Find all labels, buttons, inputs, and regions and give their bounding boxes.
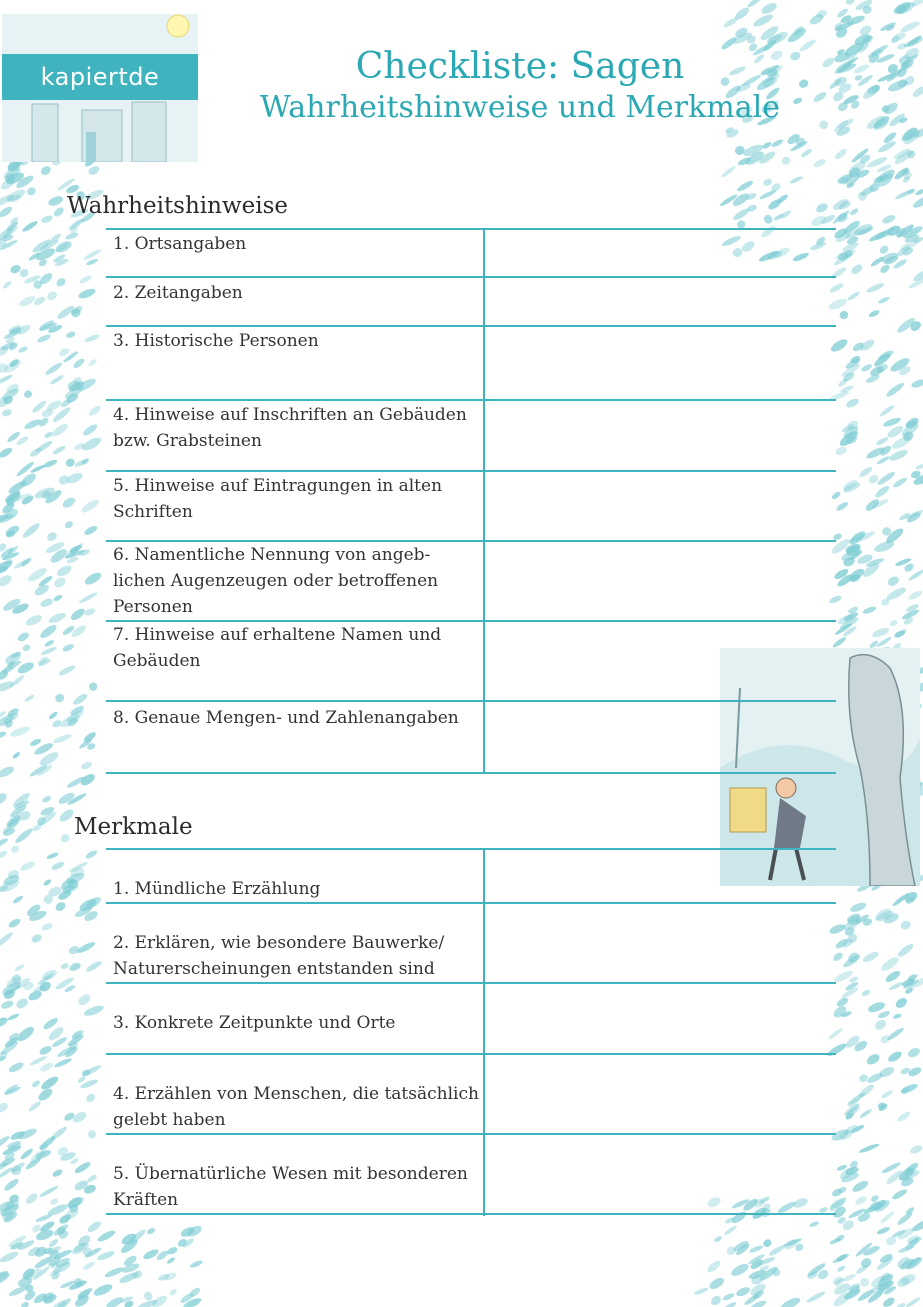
brush-stroke <box>876 1226 891 1236</box>
brush-stroke <box>70 623 88 639</box>
brush-stroke <box>33 295 47 307</box>
brush-stroke <box>43 878 53 887</box>
brush-stroke <box>85 1092 97 1103</box>
row-divider <box>106 772 836 774</box>
brush-stroke <box>0 730 7 739</box>
brush-stroke <box>858 1142 880 1154</box>
brush-stroke <box>76 992 92 1007</box>
brush-stroke <box>166 1246 179 1256</box>
brush-stroke <box>851 1179 870 1194</box>
brush-stroke <box>38 1185 59 1199</box>
brush-stroke <box>877 1010 891 1020</box>
brush-stroke <box>21 521 41 539</box>
row-label: 5. Hinweise auf Eintragungen in alten Schriften <box>113 476 443 522</box>
brush-stroke <box>44 639 55 648</box>
brush-stroke <box>897 1244 915 1255</box>
brush-stroke <box>19 860 36 873</box>
brush-stroke <box>65 457 76 468</box>
brush-stroke <box>0 999 15 1010</box>
brush-stroke <box>80 497 101 514</box>
brush-stroke <box>0 1250 20 1265</box>
brush-stroke <box>46 531 59 543</box>
table-row <box>106 1135 836 1213</box>
brush-stroke <box>746 0 764 9</box>
brush-stroke <box>51 719 62 729</box>
brush-stroke <box>878 244 890 255</box>
brush-stroke <box>873 1018 888 1032</box>
brush-stroke <box>59 832 71 844</box>
brush-stroke <box>833 147 848 161</box>
brush-stroke <box>850 263 864 276</box>
brush-stroke <box>69 607 87 623</box>
brush-stroke <box>52 732 73 745</box>
brush-stroke <box>810 214 828 228</box>
brush-stroke <box>54 692 66 704</box>
brush-stroke <box>60 962 70 970</box>
brush-stroke <box>30 933 43 944</box>
wahrheitshinweise-table <box>106 228 836 774</box>
brush-stroke <box>77 1075 87 1084</box>
brush-stroke <box>879 263 891 274</box>
brush-stroke <box>84 849 98 860</box>
brush-stroke <box>713 1235 723 1243</box>
brush-stroke <box>876 470 896 487</box>
brush-stroke <box>1 408 13 418</box>
brush-stroke <box>809 1220 820 1227</box>
brush-stroke <box>31 1079 41 1088</box>
brush-stroke <box>52 445 67 456</box>
brush-stroke <box>46 851 59 860</box>
brush-stroke <box>86 1173 98 1183</box>
row-label: 2. Zeitangaben <box>113 283 243 303</box>
brush-stroke <box>38 1044 53 1056</box>
brush-stroke <box>876 455 891 466</box>
brush-stroke <box>85 959 103 973</box>
brush-stroke <box>761 141 772 150</box>
brush-stroke <box>0 573 13 588</box>
brush-stroke <box>39 597 54 608</box>
brush-stroke <box>842 1273 857 1283</box>
logo-text: kapiertde <box>2 54 198 100</box>
brush-stroke <box>16 631 30 644</box>
brush-stroke <box>879 1210 895 1224</box>
brush-stroke <box>899 919 912 931</box>
brush-stroke <box>903 36 923 49</box>
brush-stroke <box>9 674 26 689</box>
brush-stroke <box>29 738 42 748</box>
brush-stroke <box>83 607 96 617</box>
brush-stroke <box>881 213 896 225</box>
brush-stroke <box>52 206 65 219</box>
table-row <box>106 702 836 772</box>
brush-stroke <box>806 1290 827 1304</box>
brush-stroke <box>862 950 881 964</box>
brush-stroke <box>849 207 859 216</box>
brush-stroke <box>12 751 21 760</box>
table-row <box>106 228 836 276</box>
brush-stroke <box>789 175 803 185</box>
brush-stroke <box>705 1259 722 1275</box>
brush-stroke <box>46 290 59 302</box>
brush-stroke <box>83 1004 105 1018</box>
brush-stroke <box>7 1061 24 1074</box>
brush-stroke <box>51 860 66 871</box>
brush-stroke <box>166 1256 176 1265</box>
brush-stroke <box>83 524 99 536</box>
brush-stroke <box>779 1295 802 1307</box>
brush-stroke <box>0 791 9 806</box>
brush-stroke <box>862 605 877 615</box>
brush-stroke <box>83 570 103 587</box>
brush-stroke <box>911 84 923 99</box>
brush-stroke <box>762 213 774 225</box>
brush-stroke <box>729 1262 750 1279</box>
brush-stroke <box>87 164 101 176</box>
brush-stroke <box>834 445 848 456</box>
brush-stroke <box>845 0 856 6</box>
brush-stroke <box>780 155 791 166</box>
brush-stroke <box>14 963 26 972</box>
brush-stroke <box>0 849 8 859</box>
brush-stroke <box>858 1073 869 1083</box>
brush-stroke <box>82 1260 96 1271</box>
brush-stroke <box>899 20 921 35</box>
brush-stroke <box>896 1210 914 1226</box>
brush-stroke <box>17 345 28 354</box>
table-row <box>106 984 836 1052</box>
brush-stroke <box>87 681 99 693</box>
brush-stroke <box>857 1082 875 1099</box>
brush-stroke <box>189 1259 204 1269</box>
brush-stroke <box>877 296 890 305</box>
brush-stroke <box>768 1243 787 1257</box>
brush-stroke <box>57 791 76 807</box>
brush-stroke <box>885 585 908 602</box>
brush-stroke <box>871 626 890 639</box>
brush-stroke <box>874 484 891 499</box>
brush-stroke <box>760 1 779 16</box>
brush-stroke <box>24 613 43 628</box>
brush-stroke <box>53 594 63 602</box>
brush-stroke <box>752 12 775 29</box>
brush-stroke <box>915 188 923 196</box>
brush-stroke <box>21 643 31 652</box>
brush-stroke <box>722 1292 735 1302</box>
brush-stroke <box>892 476 908 489</box>
page-subtitle: Wahrheitshinweise und Merkmale <box>260 90 780 125</box>
brush-stroke <box>49 374 65 386</box>
brush-stroke <box>48 711 59 721</box>
brush-stroke <box>41 922 54 932</box>
brush-stroke <box>68 961 82 972</box>
brush-stroke <box>87 358 97 367</box>
brush-stroke <box>771 138 785 148</box>
brush-stroke <box>732 206 752 222</box>
table-row <box>106 472 836 540</box>
brush-stroke <box>12 894 24 904</box>
brush-stroke <box>907 589 923 601</box>
brush-stroke <box>748 1244 763 1254</box>
row-label: 8. Genaue Mengen- und Zahlenangaben <box>113 708 459 728</box>
brush-stroke <box>64 520 74 530</box>
brush-stroke <box>693 1286 709 1296</box>
brush-stroke <box>875 436 889 447</box>
brush-stroke <box>146 1227 156 1236</box>
brush-stroke <box>84 333 101 343</box>
brush-stroke <box>909 1144 923 1155</box>
brush-stroke <box>884 969 902 984</box>
brush-stroke <box>51 1168 63 1178</box>
brush-stroke <box>895 1302 907 1307</box>
page-title: Checkliste: Sagen <box>355 46 685 87</box>
brush-stroke <box>168 1288 178 1297</box>
brush-stroke <box>104 1266 125 1280</box>
brush-stroke <box>836 1264 846 1273</box>
brush-stroke <box>896 1110 911 1123</box>
brush-stroke <box>38 623 58 641</box>
brush-stroke <box>72 357 86 370</box>
brush-stroke <box>81 422 98 437</box>
brush-stroke <box>24 1191 39 1205</box>
brush-stroke <box>50 422 70 439</box>
brush-stroke <box>880 1089 894 1100</box>
row-label: 6. Namentliche Nennung von angeb-lichen Augenzeugen oder betroffenen Personen <box>113 545 439 617</box>
brush-stroke <box>65 471 84 485</box>
brush-stroke <box>910 378 923 389</box>
brush-stroke <box>96 1228 117 1243</box>
brush-stroke <box>762 177 773 187</box>
brush-stroke <box>40 214 53 224</box>
brush-stroke <box>709 1294 723 1307</box>
brush-stroke <box>0 931 14 949</box>
brush-stroke <box>723 1224 738 1236</box>
table-row <box>106 401 836 469</box>
brush-stroke <box>40 646 57 657</box>
table-row <box>106 542 836 620</box>
brush-stroke <box>905 1296 921 1307</box>
brush-stroke <box>14 826 35 845</box>
brush-stroke <box>41 795 52 804</box>
brush-stroke <box>21 220 39 234</box>
brush-stroke <box>54 900 67 913</box>
brush-stroke <box>0 1016 9 1029</box>
brush-stroke <box>44 431 54 439</box>
brush-stroke <box>859 1108 873 1119</box>
brush-stroke <box>39 164 52 176</box>
section-heading-wahrheitshinweise: Wahrheitshinweise <box>67 193 289 219</box>
brush-stroke <box>77 287 96 300</box>
brush-stroke <box>876 636 893 649</box>
table-row <box>106 327 836 399</box>
brush-stroke <box>812 157 827 168</box>
table-row <box>106 1055 836 1133</box>
brush-stroke <box>57 807 75 824</box>
brush-stroke <box>838 310 849 321</box>
brush-stroke <box>854 1195 868 1207</box>
brush-stroke <box>53 1057 72 1069</box>
brush-stroke <box>27 1100 42 1113</box>
brush-stroke <box>78 591 98 605</box>
row-label: 7. Hinweise auf erhaltene Namen und Gebäuden <box>113 625 442 671</box>
brush-stroke <box>47 611 67 625</box>
brush-stroke <box>26 186 37 197</box>
brush-stroke <box>49 1125 68 1142</box>
merkmale-table <box>106 848 836 1216</box>
brush-stroke <box>835 500 849 512</box>
brush-stroke <box>865 1052 881 1067</box>
brush-stroke <box>23 389 33 399</box>
brush-stroke <box>24 694 36 703</box>
brush-stroke <box>879 955 901 974</box>
row-label: 2. Erklären, wie besondere Bauwerke/ Naturerscheinungen entstanden sind <box>113 933 445 979</box>
brush-stroke <box>861 989 871 998</box>
brush-stroke <box>721 1301 738 1307</box>
brush-stroke <box>720 165 736 179</box>
brush-stroke <box>907 1046 922 1059</box>
brush-stroke <box>837 377 849 388</box>
brush-stroke <box>61 495 77 509</box>
brush-stroke <box>2 280 13 290</box>
row-label: 1. Mündliche Erzählung <box>113 879 321 899</box>
brush-stroke <box>88 404 103 417</box>
brush-stroke <box>0 1101 10 1114</box>
brush-stroke <box>889 619 899 627</box>
brush-stroke <box>886 1050 903 1064</box>
brush-stroke <box>72 692 89 707</box>
logo <box>2 14 198 162</box>
brush-stroke <box>44 361 63 377</box>
brush-stroke <box>736 179 754 193</box>
brush-stroke <box>55 564 73 579</box>
brush-stroke <box>20 1300 30 1307</box>
table-row <box>106 622 836 700</box>
row-label: 3. Konkrete Zeitpunkte und Orte <box>113 1013 396 1033</box>
brush-stroke <box>3 1177 21 1193</box>
brush-stroke <box>870 44 889 57</box>
brush-stroke <box>868 309 880 319</box>
brush-stroke <box>865 281 885 294</box>
brush-stroke <box>52 576 67 590</box>
brush-stroke <box>58 664 77 677</box>
brush-stroke <box>62 643 75 653</box>
table-row <box>106 850 836 902</box>
brush-stroke <box>894 996 909 1010</box>
row-divider <box>106 1213 836 1215</box>
row-label: 1. Ortsangaben <box>113 234 247 254</box>
brush-stroke <box>0 205 14 219</box>
brush-stroke <box>83 248 102 261</box>
brush-stroke <box>735 1285 751 1298</box>
brush-stroke <box>7 917 22 929</box>
brush-stroke <box>893 1013 903 1020</box>
row-label: 4. Hinweise auf Inschriften an Gebäuden bzw. Grabsteinen <box>113 405 467 451</box>
brush-stroke <box>708 1276 726 1292</box>
brush-stroke <box>55 276 67 288</box>
section-heading-merkmale: Merkmale <box>74 814 193 840</box>
brush-stroke <box>845 397 860 409</box>
brush-stroke <box>0 446 14 459</box>
brush-stroke <box>10 844 21 854</box>
brush-stroke <box>71 1110 88 1125</box>
brush-stroke <box>0 373 13 386</box>
brush-stroke <box>49 1197 59 1206</box>
brush-stroke <box>0 764 16 779</box>
brush-stroke <box>881 1296 896 1307</box>
brush-stroke <box>762 1238 773 1249</box>
brush-stroke <box>891 1188 908 1201</box>
brush-stroke <box>885 381 906 399</box>
brush-stroke <box>86 258 99 267</box>
brush-stroke <box>78 274 92 285</box>
brush-stroke <box>888 448 909 463</box>
row-label: 5. Übernatürliche Wesen mit besonderen Kräften <box>113 1164 468 1210</box>
brush-stroke <box>911 194 923 210</box>
table-row <box>106 278 836 324</box>
brush-stroke <box>879 1034 891 1045</box>
brush-stroke <box>723 16 739 29</box>
brush-stroke <box>886 575 900 588</box>
brush-stroke <box>800 148 813 159</box>
brush-stroke <box>36 333 52 344</box>
table-row <box>106 904 836 982</box>
brush-stroke <box>896 942 915 959</box>
brush-stroke <box>7 1012 20 1021</box>
brush-stroke <box>859 1276 871 1288</box>
brush-stroke <box>879 404 896 418</box>
brush-stroke <box>915 463 923 471</box>
brush-stroke <box>894 188 915 201</box>
brush-stroke <box>39 1061 54 1073</box>
brush-stroke <box>18 294 37 308</box>
brush-stroke <box>9 725 31 739</box>
brush-stroke <box>815 202 829 215</box>
brush-stroke <box>849 901 868 914</box>
brush-stroke <box>42 458 58 469</box>
brush-stroke <box>907 1066 922 1079</box>
row-label: 3. Historische Personen <box>113 331 319 351</box>
brush-stroke <box>0 837 9 849</box>
row-label: 4. Erzählen von Menschen, die tatsächlich gelebt haben <box>113 1084 479 1130</box>
brush-stroke <box>80 761 93 771</box>
brush-stroke <box>87 1129 98 1140</box>
brush-stroke <box>86 1220 102 1234</box>
brush-stroke <box>47 194 64 207</box>
brush-stroke <box>65 330 76 339</box>
brush-stroke <box>15 997 30 1011</box>
brush-stroke <box>888 981 904 992</box>
brush-stroke <box>157 1273 170 1282</box>
brush-stroke <box>847 291 861 302</box>
brush-stroke <box>92 1282 114 1298</box>
